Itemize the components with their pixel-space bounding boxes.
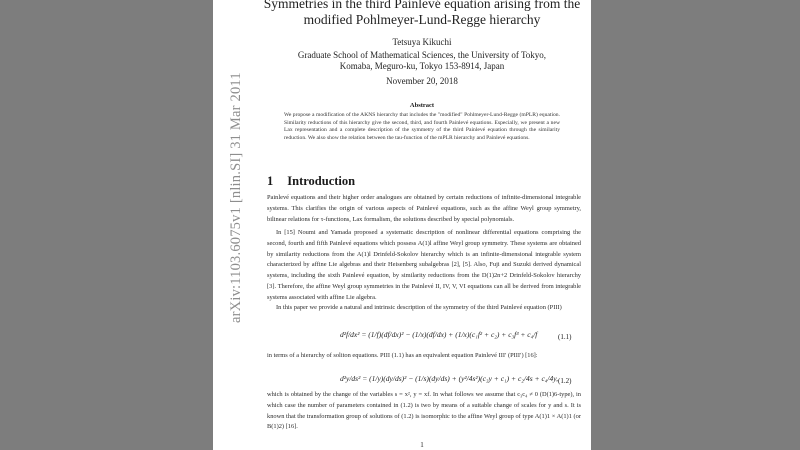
equation-1-1-body: d²f/dx² = (1/f)(df/dx)² − (1/x)(df/dx) + (1/x)(c₁f² + c₂) + c₃f³ + c₄/f: [340, 330, 538, 339]
arxiv-identifier: arXiv:1103.6075v1 [nlin.SI] 31 Mar 2011: [228, 72, 244, 323]
equation-1-1: [340, 330, 580, 339]
paragraph-3: In this paper we provide a natural and intrinsic description of the symmetry of the third Painlevé equation (PIII): [276, 304, 562, 311]
abstract-heading: Abstract: [409, 102, 435, 109]
abstract-text: We propose a modification of the AKNS hierarchy that includes the "modified" Pohlmeyer-Lund-Regge (mPLR) equation. Similarity reductions of this hierarchy give the second, third, and fourth Painlevé equations. Especially, we present a new Lax representation and a complete description of the symmetry of the third Painlevé equation through the similarity reduction. We also show the relation between the tau-function of the mPLR hierarchy and Painlevé equations.: [284, 112, 560, 142]
affiliation-line-2: Komaba, Meguro-ku, Tokyo 153-8914, Japan: [339, 61, 505, 71]
paper-title: [262, 0, 582, 28]
paragraph-1: Painlevé equations and their higher order analogues are obtained by certain reductions of infinite-dimensional integrable systems. This clarifies the origin of various aspects of Painlevé equations, such as the affine Weyl group symmetry, bilinear relations for τ-functions, Lax formalism, the solutions described by special polynomials.: [267, 194, 581, 223]
section-heading: [267, 174, 369, 189]
paragraph-5: which is obtained by the change of the variables s = x², y = xf. In what follows we assume that c₃c₄ ≠ 0 (D(1)6-type), in which case the number of parameters contained in (1.2) is two by means of a suitable change of scales for y and s. It is known that the transformation group of solutions of (1.2) is isomorphic to the affine Weyl group of type A(1)1 × A(1)1 (or B(1)2) [16].: [267, 391, 581, 431]
title-line-2: modified Pohlmeyer-Lund-Regge hierarchy: [303, 12, 541, 27]
paragraph-4: in terms of a hierarchy of soliton equations. PIII (1.1) has an equivalent equation Painlevé III′ (PIII′) [16]:: [267, 352, 538, 359]
equation-1-2-number: (1.2): [558, 377, 572, 385]
title-line-1: Symmetries in the third Painlevé equation arising from the: [263, 0, 581, 11]
section-number: 1: [267, 174, 274, 188]
page-number: 1: [420, 441, 424, 449]
section-title: Introduction: [287, 174, 356, 188]
paragraph-2: In [15] Noumi and Yamada proposed a systematic description of nonlinear differential equations comprising the second, fourth and fifth Painlevé equations which possess A(1)l affine Weyl group symmetry. These systems are obtained by similarity reductions from the A(1)l Drinfeld-Sokolov hierarchy which is an infinite-dimensional integrable system characterized by affine Lie algebras and their Heisenberg subalgebras [2], [5]. Also, Fuji and Suzuki derived dynamical systems, including the sixth Painlevé equation, by similarity reductions from the D(1)2n+2 Drinfeld-Sokolov hierarchy [3]. Therefore, the affine Weyl group symmetries in the Painlevé II, IV, V, VI equations can all be derived from integrable systems associated with affine Lie algebra.: [267, 229, 581, 301]
author: Tetsuya Kikuchi: [392, 37, 452, 47]
affiliation-line-1: Graduate School of Mathematical Sciences, the University of Tokyo,: [297, 50, 547, 60]
date: November 20, 2018: [386, 76, 458, 86]
equation-1-2-body: d²y/ds² = (1/y)(dy/ds)² − (1/s)(dy/ds) + (y²/4s²)(c₃y + c₁) + c₂/4s + c₄/4y,: [340, 374, 559, 383]
equation-1-1-number: (1.1): [558, 333, 572, 341]
equation-1-2: [340, 374, 580, 383]
